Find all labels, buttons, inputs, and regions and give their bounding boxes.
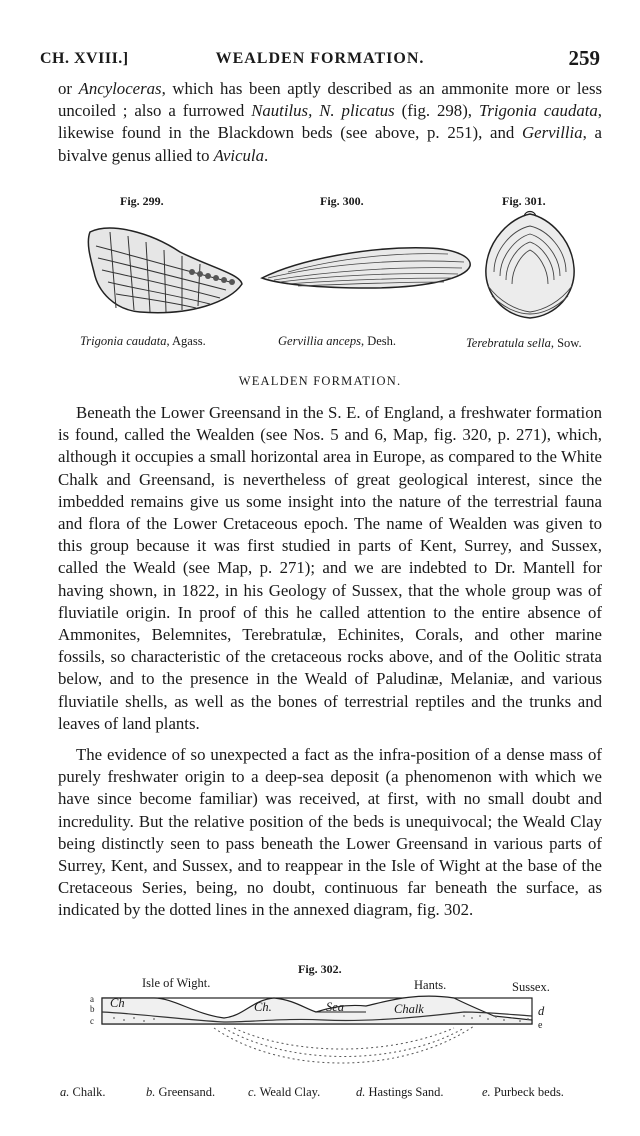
intro-paragraph: or Ancyloceras, which has been aptly described as an ammonite more or less uncoiled ; also a furrowed Nautilus, N. plicatus (fig. 298), Trigonia caudata, likewise found in the Blackdown beds (see above, p. 251), and Gervillia, a bivalve genus allied to Avicula. (58, 79, 603, 165)
chalk-label-mid: Ch. (254, 1000, 272, 1014)
diagram-legend (0, 1085, 640, 1105)
bed-letter-e: e (538, 1020, 543, 1031)
place-sussex: Sussex. (512, 980, 550, 994)
bed-letter-b: b (90, 1004, 95, 1014)
header-title: WEALDEN FORMATION. (215, 50, 425, 67)
bed-letter-a: a (90, 994, 94, 1004)
legend-hastings-sand: d. Hastings Sand. (356, 1085, 444, 1099)
legend-greensand: b. Greensand. (146, 1085, 216, 1099)
trigonia-shell-illustration (80, 212, 250, 322)
section-title: WEALDEN FORMATION. (238, 374, 402, 388)
chalk-label-left: Ch (110, 996, 125, 1010)
terebratula-shell-illustration (480, 210, 580, 322)
fig-301-label: Fig. 301. (502, 194, 546, 208)
fig-300-label: Fig. 300. (320, 194, 364, 208)
fig-301-caption: Terebratula sella, Sow. (466, 336, 582, 350)
strata-section (84, 994, 554, 1080)
body-paragraph-2: The evidence of so unexpected a fact as the infra-position of a dense mass of purely freshwater origin to a deep-sea deposit (a phenomenon with which we have since become familiar) was received, at first, with no small doubt and incredulity. But the relative position of the beds is unequivocal; the Weald Clay being distinctly seen to pass beneath the Lower Greensand in various parts of Surrey, Kent, and Sussex, and to reappear in the Isle of Wight at the base of the Cretaceous Series, being, no doubt, continuous far beneath the surface, as indicated by the dotted lines in the annexed diagram, fig. 302. (58, 745, 602, 920)
fig-299-label: Fig. 299. (120, 194, 164, 208)
fig-302-label: Fig. 302. (298, 962, 342, 976)
geological-section-diagram (84, 976, 554, 1080)
running-header (40, 46, 600, 72)
sea-label: Sea (326, 1000, 345, 1014)
gervillia-shell-illustration (258, 236, 474, 294)
bed-letter-d: d (538, 1004, 545, 1018)
place-hants: Hants. (414, 978, 447, 992)
bed-letter-c: c (90, 1016, 94, 1026)
body-paragraph-1: Beneath the Lower Greensand in the S. E. of England, a freshwater formation is found, called the Wealden (see Nos. 5 and 6, Map, fig. 320, p. 271), which, although it occupies a small horizontal area in Europe, as compared to the White Chalk and Greensand, is nevertheless of great geological interest, since the imbedded remains give us some insight into the nature of the terrestrial fauna and flora of the Lower Cretaceous epoch. The name of Wealden was given to this group because it was first studied in parts of Kent, Surrey, and Sussex, called the Weald (see Map, p. 271); and we are indebted to Dr. Mantell for having shown, in 1822, in his Geology of Sussex, that the whole group was of fluviatile origin. In proof of this he called attention to the entire absence of Ammonites, Belemnites, Terebratulæ, Echinites, Corals, and other marine fossils, so characteristic of the cretaceous rocks above, and of the Oolitic strata below, and to the presence in the Weald of Paludinæ, Melaniæ, and various fluviatile shells, as well as the bones of terrestrial reptiles and the trunks and leaves of land plants. (58, 403, 602, 733)
legend-weald-clay: c. Weald Clay. (248, 1085, 321, 1099)
chapter-label: CH. XVIII.] (40, 50, 129, 67)
fig-299-caption: Trigonia caudata, Agass. (80, 334, 206, 348)
page-number: 259 (568, 46, 600, 70)
fig-300-caption: Gervillia anceps, Desh. (278, 334, 397, 348)
legend-chalk: a. Chalk. (60, 1085, 106, 1099)
place-isle-of-wight: Isle of Wight. (142, 976, 211, 990)
legend-purbeck-beds: e. Purbeck beds. (482, 1085, 564, 1099)
chalk-label-right: Chalk (394, 1002, 424, 1016)
